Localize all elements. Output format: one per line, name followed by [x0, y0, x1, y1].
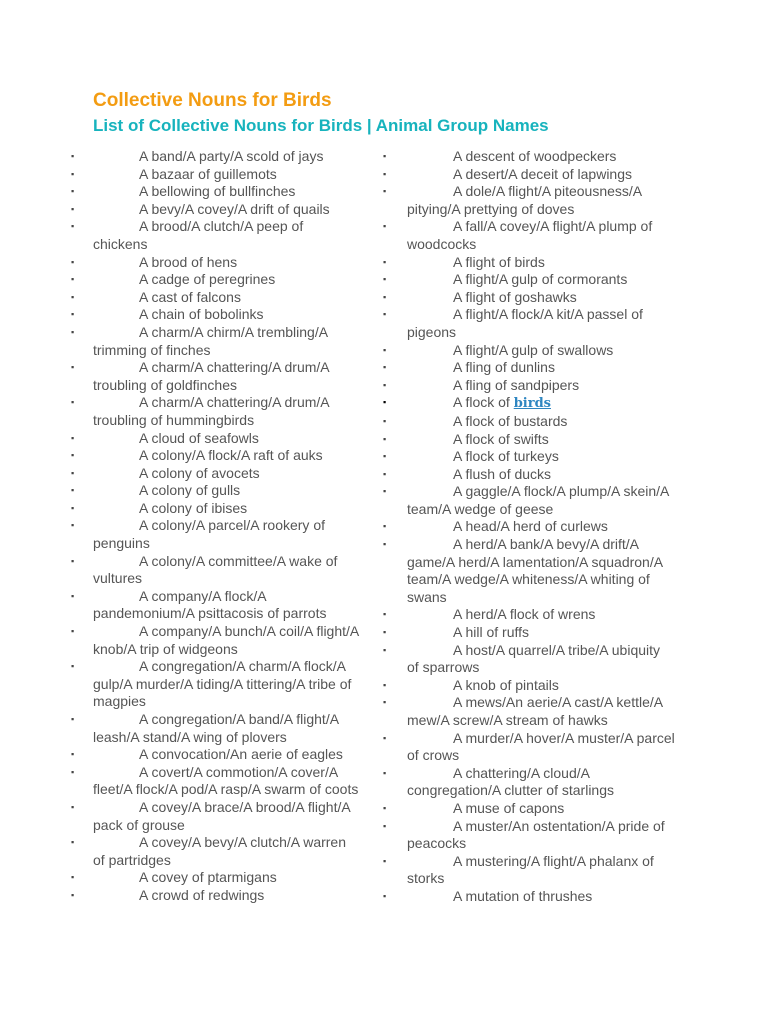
list-item-text: A company/A bunch/A coil/A flight/A knob/A trip of widgeons: [93, 623, 359, 657]
bullet-icon: ▪: [383, 732, 387, 743]
list-item-text: A mustering/A flight/A phalanx of storks: [407, 852, 654, 887]
list-item: [383, 799, 675, 818]
list-item: [71, 394, 361, 429]
list-item-text: A hill of ruffs: [453, 624, 530, 641]
list-item-text: A flight of birds: [453, 253, 545, 270]
list-item-text: A fling of dunlins: [453, 359, 555, 376]
list-item-text: A bellowing of bullfinches: [139, 183, 296, 200]
list-item: [383, 288, 675, 307]
list-item-text: A bevy/A covey/A drift of quails: [139, 200, 330, 217]
bullet-icon: ▪: [71, 186, 75, 197]
list-item-text: A charm/A chattering/A drum/A troubling of hummingbirds: [93, 394, 329, 428]
list-item-text: A head/A herd of curlews: [453, 518, 608, 535]
bullet-icon: ▪: [71, 274, 75, 285]
list-item: [383, 694, 675, 729]
bullet-icon: ▪: [71, 626, 75, 637]
bullet-icon: ▪: [71, 450, 75, 461]
bullet-icon: ▪: [71, 309, 75, 320]
bullet-icon: ▪: [383, 168, 387, 179]
list-item: [383, 183, 675, 218]
list-item-text: A flight/A gulp of cormorants: [453, 271, 628, 288]
list-item: [71, 429, 361, 448]
bullet-icon: ▪: [71, 168, 75, 179]
list-item-text: A brood of hens: [139, 253, 238, 270]
bullet-icon: ▪: [71, 661, 75, 672]
birds-link[interactable]: birds: [513, 396, 551, 412]
list-item: [383, 518, 675, 536]
bullet-icon: ▪: [383, 609, 387, 620]
list-item: [71, 200, 361, 219]
bullet-icon: ▪: [71, 502, 75, 513]
bullet-icon: ▪: [383, 521, 387, 532]
bullet-icon: ▪: [71, 256, 75, 267]
bullet-icon: ▪: [383, 802, 387, 813]
bullet-icon: ▪: [71, 801, 75, 812]
list-item: [383, 359, 675, 377]
left-column-list: [71, 148, 361, 905]
bullet-icon: ▪: [383, 221, 387, 232]
list-item: [71, 464, 361, 483]
list-item-text: A colony of gulls: [139, 482, 241, 499]
list-item-text: A band/A party/A scold of jays: [139, 148, 324, 164]
bullet-icon: ▪: [71, 837, 75, 848]
list-item: [71, 763, 361, 799]
list-item: [71, 482, 361, 500]
list-item-text: A colony/A committee/A wake of vultures: [93, 552, 338, 587]
list-item-text: A gaggle/A flock/A plump/A skein/A team/A wedge of geese: [407, 483, 669, 517]
bullet-icon: ▪: [383, 451, 387, 462]
list-item: [383, 465, 675, 484]
list-item-text: A cloud of seafowls: [139, 429, 259, 446]
bullet-icon: ▪: [383, 344, 387, 355]
list-item: [383, 430, 675, 449]
list-item: [383, 764, 675, 800]
list-item-text: A descent of woodpeckers: [453, 148, 617, 164]
bullet-icon: ▪: [383, 486, 387, 497]
bullet-icon: ▪: [383, 468, 387, 479]
bullet-icon: ▪: [71, 291, 75, 302]
bullet-icon: ▪: [71, 326, 75, 337]
bullet-icon: ▪: [71, 362, 75, 373]
list-item-text: A muse of capons: [453, 799, 565, 816]
list-item-text: A crowd of redwings: [139, 886, 265, 903]
list-item: [71, 148, 361, 166]
list-item: [71, 587, 361, 623]
bullet-icon: ▪: [383, 151, 387, 161]
bullet-icon: ▪: [71, 397, 75, 408]
list-item-text: A colony/A parcel/A rookery of penguins: [93, 517, 325, 552]
list-item-text: A flock of turkeys: [453, 448, 559, 465]
page-title: Collective Nouns for Birds: [93, 90, 332, 111]
bullet-icon: ▪: [383, 274, 387, 285]
list-item: [71, 165, 361, 184]
list-item: [383, 271, 675, 289]
list-item: [383, 641, 675, 677]
bullet-icon: ▪: [71, 889, 75, 900]
bullet-icon: ▪: [383, 397, 387, 408]
list-item-text: A colony of avocets: [139, 464, 260, 481]
list-item: [383, 341, 675, 360]
list-item: [71, 798, 361, 834]
list-item-text: A congregation/A band/A flight/A leash/A stand/A wing of plovers: [93, 711, 339, 745]
bullet-icon: ▪: [383, 644, 387, 655]
list-item: [71, 711, 361, 746]
list-item: [383, 448, 675, 466]
list-item-text: A charm/A chirm/A trembling/A trimming of finches: [93, 323, 328, 358]
bullet-icon: ▪: [383, 291, 387, 302]
bullet-icon: ▪: [383, 309, 387, 320]
list-item-text: A flock of: [453, 394, 510, 411]
list-item-text: A colony/A flock/A raft of auks: [139, 447, 323, 464]
bullet-icon: ▪: [71, 203, 75, 214]
list-item: [71, 288, 361, 307]
list-item-text: A knob of pintails: [453, 676, 559, 693]
list-item-text: A mews/An aerie/A cast/A kettle/A mew/A screw/A stream of hawks: [407, 694, 663, 728]
list-item-text: A cadge of peregrines: [139, 271, 276, 288]
bullet-icon: ▪: [383, 539, 387, 550]
list-item: [71, 447, 361, 465]
bullet-icon: ▪: [383, 415, 387, 426]
bullet-icon: ▪: [71, 485, 75, 496]
list-item: [383, 729, 675, 765]
list-item: [71, 623, 361, 658]
list-item: [71, 323, 361, 359]
list-item-text: A bazaar of guillemots: [139, 165, 277, 182]
list-item: [383, 218, 675, 253]
list-item: [71, 886, 361, 905]
list-item-text: A flock of swifts: [453, 430, 549, 447]
list-item-text: A flight/A gulp of swallows: [453, 341, 614, 358]
list-item-text: A chain of bobolinks: [139, 306, 264, 323]
list-item: [71, 359, 361, 394]
list-item-text: A murder/A hover/A muster/A parcel of crows: [407, 729, 675, 764]
bullet-icon: ▪: [71, 872, 75, 883]
list-item: [71, 218, 361, 253]
list-item-text: A fling of sandpipers: [453, 376, 580, 393]
list-item-text: A covert/A commotion/A cover/A fleet/A flock/A pod/A rasp/A swarm of coots: [93, 763, 359, 798]
list-item-text: A muster/An ostentation/A pride of peacocks: [407, 817, 665, 852]
bullet-icon: ▪: [383, 433, 387, 444]
bullet-icon: ▪: [71, 766, 75, 777]
list-item: [71, 517, 361, 552]
bullet-icon: ▪: [71, 555, 75, 566]
list-item: [383, 483, 675, 518]
list-item-text: A cast of falcons: [139, 288, 241, 305]
bullet-icon: ▪: [383, 890, 387, 901]
list-item: [71, 834, 361, 869]
list-item: [383, 165, 675, 184]
bullet-icon: ▪: [71, 432, 75, 443]
bullet-icon: ▪: [71, 221, 75, 232]
list-item: [383, 624, 675, 642]
list-item: [383, 887, 675, 906]
bullet-icon: ▪: [383, 767, 387, 778]
list-item: [71, 746, 361, 764]
bullet-icon: ▪: [71, 749, 75, 760]
list-item-text: A flight/A flock/A kit/A passel of pigeons: [407, 306, 643, 340]
page-subtitle: List of Collective Nouns for Birds | Animal Group Names: [93, 116, 549, 135]
list-item-text: A brood/A clutch/A peep of chickens: [93, 218, 304, 252]
bullet-icon: ▪: [71, 520, 75, 531]
list-item: [383, 412, 675, 431]
bullet-icon: ▪: [383, 855, 387, 866]
bullet-icon: ▪: [383, 679, 387, 690]
list-item: [71, 183, 361, 201]
list-item: [71, 499, 361, 518]
bullet-icon: ▪: [383, 256, 387, 267]
list-item-text: A chattering/A cloud/A congregation/A clutter of starlings: [407, 764, 615, 799]
list-item-text: A desert/A deceit of lapwings: [453, 165, 632, 182]
list-item: [383, 253, 675, 272]
list-item: [71, 869, 361, 887]
list-item-text: A herd/A flock of wrens: [453, 606, 596, 623]
list-item-text: A mutation of thrushes: [453, 887, 593, 904]
list-item: [383, 148, 675, 166]
list-item: [383, 606, 675, 624]
list-item: [383, 394, 675, 413]
list-item-text: A colony of ibises: [139, 499, 248, 516]
list-item: [383, 852, 675, 888]
list-item: [383, 376, 675, 395]
right-column-list: [383, 148, 675, 906]
bullet-icon: ▪: [383, 186, 387, 197]
list-item-text: A herd/A bank/A bevy/A drift/A game/A herd/A lamentation/A squadron/A team/A wedge/A whiteness/A whiting of swans: [407, 536, 663, 605]
list-item-text: A flock of bustards: [453, 412, 568, 429]
bullet-icon: ▪: [383, 697, 387, 708]
bullet-icon: ▪: [383, 820, 387, 831]
list-item-text: A dole/A flight/A piteousness/A pitying/A prettying of doves: [407, 183, 642, 217]
list-item-text: A covey of ptarmigans: [139, 869, 277, 886]
list-item: [71, 271, 361, 289]
list-item: [383, 536, 675, 606]
bullet-icon: ▪: [383, 627, 387, 638]
bullet-icon: ▪: [383, 379, 387, 390]
list-item: [383, 817, 675, 853]
list-item-text: A host/A quarrel/A tribe/A ubiquity of sparrows: [407, 641, 661, 676]
list-item-text: A company/A flock/A pandemonium/A psittacosis of parrots: [93, 587, 327, 622]
bullet-icon: ▪: [71, 151, 75, 161]
list-item-text: A fall/A covey/A flight/A plump of woodcocks: [407, 218, 653, 252]
list-item-text: A covey/A bevy/A clutch/A warren of partridges: [93, 834, 346, 868]
list-item-text: A covey/A brace/A brood/A flight/A pack of grouse: [93, 798, 350, 833]
list-item: [71, 658, 361, 711]
list-item-text: A flush of ducks: [453, 465, 552, 482]
list-item: [383, 306, 675, 341]
list-item-text: A flight of goshawks: [453, 288, 577, 305]
bullet-icon: ▪: [383, 362, 387, 373]
list-item: [71, 253, 361, 272]
list-item-text: A congregation/A charm/A flock/A gulp/A murder/A tiding/A tittering/A tribe of magpies: [93, 658, 352, 710]
bullet-icon: ▪: [71, 590, 75, 601]
list-item: [71, 552, 361, 588]
list-item: [383, 676, 675, 695]
list-item-text: A convocation/An aerie of eagles: [139, 746, 343, 763]
list-item-text: A charm/A chattering/A drum/A troubling of goldfinches: [93, 359, 329, 393]
bullet-icon: ▪: [71, 714, 75, 724]
list-item: [71, 306, 361, 324]
bullet-icon: ▪: [71, 467, 75, 478]
